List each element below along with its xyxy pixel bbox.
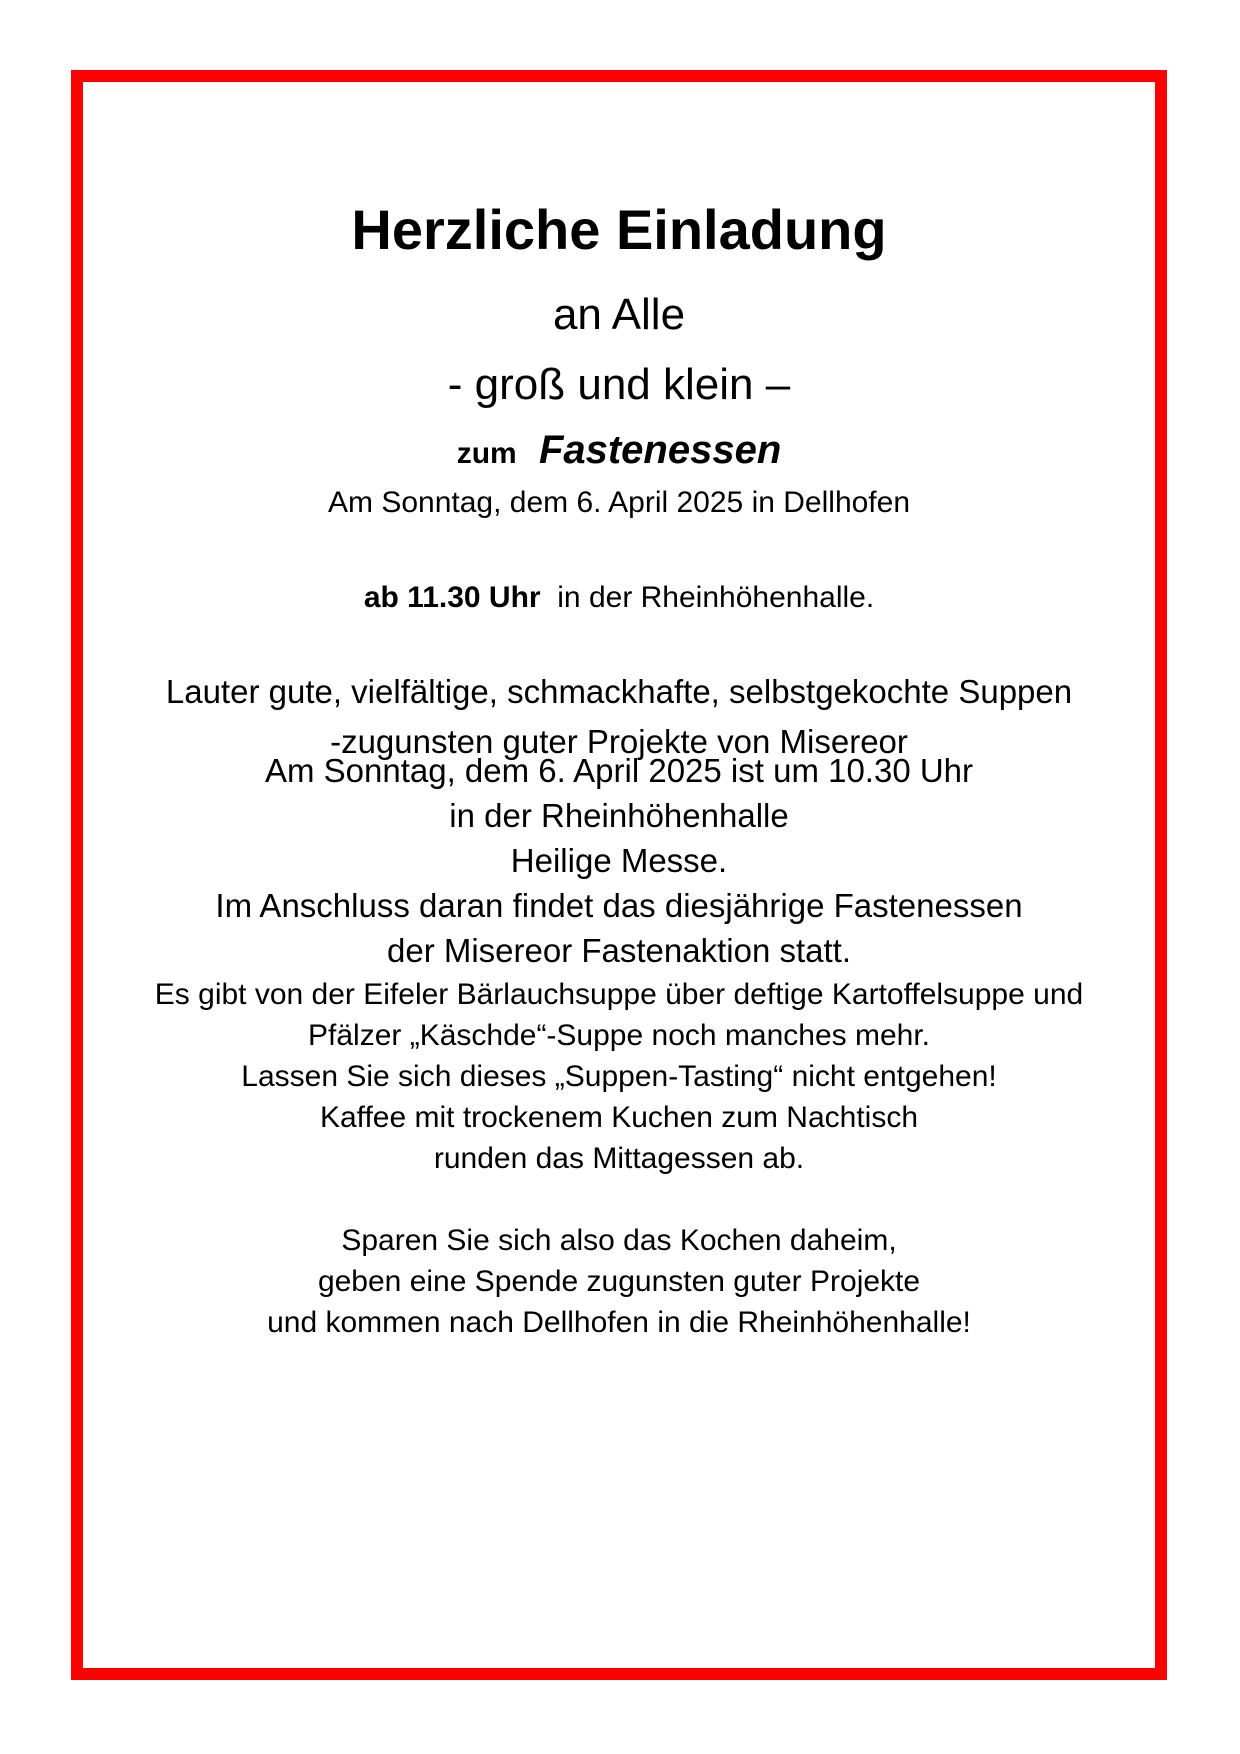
event-line bbox=[83, 430, 1155, 470]
menu-line: Pfälzer „Käschde“-Suppe noch manches mehr. bbox=[308, 1019, 930, 1052]
audience-line: an Alle bbox=[552, 290, 686, 339]
mass-line: in der Rheinhöhenhalle bbox=[449, 797, 789, 834]
menu-line: Es gibt von der Eifeler Bärlauchsuppe über deftige Kartoffelsuppe und bbox=[154, 978, 1084, 1011]
menu-line: Lassen Sie sich dieses „Suppen-Tasting“ nicht entgehen! bbox=[241, 1060, 997, 1093]
invitation-title: Herzliche Einladung bbox=[351, 198, 887, 261]
event-prefix: zum bbox=[456, 437, 517, 470]
closing-line: Sparen Sie sich also das Kochen daheim, bbox=[341, 1224, 897, 1257]
start-time-venue: in der Rheinhöhenhalle. bbox=[540, 581, 875, 614]
menu-line: runden das Mittagessen ab. bbox=[433, 1142, 805, 1175]
mass-line: Heilige Messe. bbox=[510, 842, 728, 879]
mass-line: der Misereor Fastenaktion statt. bbox=[386, 932, 852, 969]
audience-detail-line: - groß und klein – bbox=[447, 360, 791, 409]
closing-line: und kommen nach Dellhofen in die Rheinhöhenhalle! bbox=[267, 1306, 971, 1339]
menu-line: Kaffee mit trockenem Kuchen zum Nachtisch bbox=[319, 1101, 919, 1134]
mass-line: Am Sonntag, dem 6. April 2025 ist um 10.30 Uhr bbox=[264, 752, 974, 789]
closing-line: geben eine Spende zugunsten guter Projekte bbox=[317, 1265, 921, 1298]
date-location-line: Am Sonntag, dem 6. April 2025 in Dellhofen bbox=[327, 486, 911, 519]
soups-line: Lauter gute, vielfältige, schmackhafte, selbstgekochte Suppen bbox=[165, 673, 1073, 710]
event-name: Fastenessen bbox=[538, 428, 782, 472]
mass-line: Im Anschluss daran findet das diesjährige Fastenessen bbox=[215, 887, 1023, 924]
charity-line: -zugunsten guter Projekte von Misereor bbox=[330, 723, 908, 760]
start-time-line bbox=[83, 583, 1155, 613]
start-time: ab 11.30 Uhr bbox=[363, 581, 541, 614]
